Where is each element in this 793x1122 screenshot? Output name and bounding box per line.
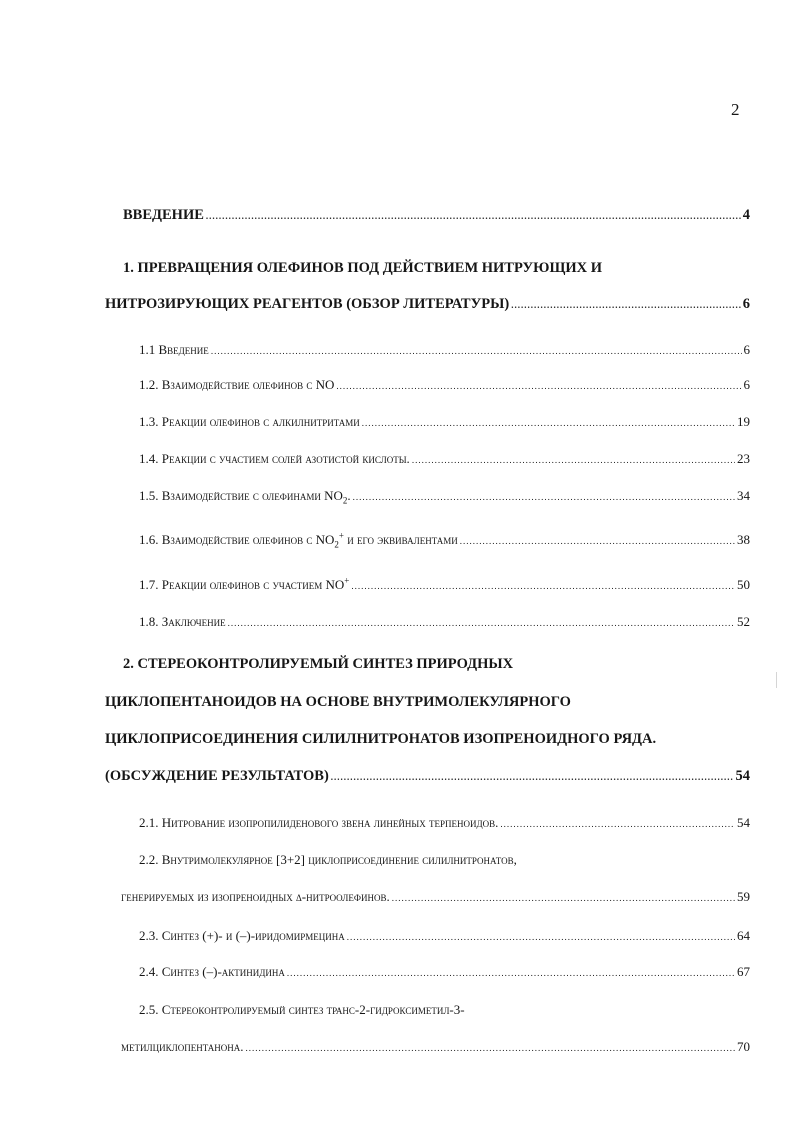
toc-entry-page: 54 bbox=[735, 768, 750, 784]
toc-entry-1-2[interactable] bbox=[139, 377, 750, 393]
toc-entry-page: 70 bbox=[737, 1039, 750, 1054]
toc-entry-2-2-line1[interactable]: 2.2. Внутримолекулярное [3+2] циклоприсоединение силилнитронатов, bbox=[139, 852, 517, 867]
page-number: 2 bbox=[731, 100, 740, 119]
toc-entry-page: 54 bbox=[737, 815, 750, 830]
toc-entry-label: 1.2. Взаимодействие олефинов с NO bbox=[139, 377, 335, 392]
toc-entry-label-suffix: и его эквивалентами bbox=[344, 532, 458, 547]
toc-entry-page: 67 bbox=[737, 964, 750, 979]
toc-entry-label: 2.4. Синтез (–)-актинидина bbox=[139, 964, 285, 979]
toc-entry-1-1[interactable] bbox=[139, 342, 750, 358]
toc-entry-2-2[interactable] bbox=[121, 889, 750, 905]
toc-entry-2-4[interactable] bbox=[139, 964, 750, 980]
toc-entry-label: ВВЕДЕНИЕ bbox=[123, 207, 204, 223]
toc-entry-page: 59 bbox=[737, 889, 750, 904]
chapter2-heading-line3[interactable]: ЦИКЛОПРИСОЕДИНЕНИЯ СИЛИЛНИТРОНАТОВ ИЗОПРЕНОИДНОГО РЯДА. bbox=[105, 731, 657, 747]
toc-entry-label: 2.3. Синтез (+)- и (–)-иридомирмецина bbox=[139, 928, 345, 943]
dot-leader bbox=[336, 381, 741, 391]
toc-entry-1-5[interactable] bbox=[139, 488, 750, 504]
dot-leader bbox=[228, 618, 735, 628]
toc-entry-label: 1.8. Заключение bbox=[139, 614, 226, 629]
dot-leader bbox=[362, 418, 735, 428]
toc-entry-page: 4 bbox=[742, 207, 750, 223]
dot-leader bbox=[353, 492, 735, 502]
toc-entry-page: 52 bbox=[737, 614, 750, 629]
chapter1-heading-line2: НИТРОЗИРУЮЩИХ РЕАГЕНТОВ (ОБЗОР ЛИТЕРАТУРЫ) bbox=[105, 296, 510, 312]
dot-leader bbox=[500, 819, 735, 829]
toc-entry-label: 1.4. Реакции с участием солей азотистой кислоты. bbox=[139, 451, 410, 466]
chapter2-heading-line4: (ОБСУЖДЕНИЕ РЕЗУЛЬТАТОВ) bbox=[105, 768, 329, 784]
toc-entry-2-3[interactable] bbox=[139, 928, 750, 944]
toc-entry-label: генерируемых из изопреноидных δ-нитроолефинов. bbox=[121, 889, 390, 904]
toc-entry-2-5-line1[interactable]: 2.5. Стереоконтролируемый синтез транс-2-гидроксиметил-3- bbox=[139, 1002, 465, 1017]
toc-entry-page: 6 bbox=[742, 296, 750, 312]
toc-entry-1-6[interactable] bbox=[139, 532, 750, 548]
toc-entry-page: 6 bbox=[743, 342, 750, 357]
dot-leader bbox=[287, 968, 735, 978]
toc-entry-introduction[interactable] bbox=[123, 207, 750, 224]
subscript: 2 bbox=[342, 495, 348, 504]
toc-entry-label bbox=[139, 488, 351, 504]
toc-entry-chapter1[interactable] bbox=[105, 296, 750, 313]
dot-leader bbox=[511, 300, 741, 310]
chapter2-heading-line1[interactable]: 2. СТЕРЕОКОНТРОЛИРУЕМЫЙ СИНТЕЗ ПРИРОДНЫХ bbox=[123, 656, 514, 672]
toc-entry-label: 1.1 Введение bbox=[139, 342, 209, 357]
dot-leader bbox=[392, 893, 735, 903]
toc-entry-label-suffix: . bbox=[347, 488, 351, 503]
toc-entry-1-8[interactable] bbox=[139, 614, 750, 630]
toc-entry-chapter2[interactable] bbox=[105, 768, 750, 785]
dot-leader bbox=[331, 772, 734, 782]
toc-entry-page: 64 bbox=[737, 928, 750, 943]
dot-leader bbox=[412, 455, 735, 465]
chapter1-heading-line1[interactable]: 1. ПРЕВРАЩЕНИЯ ОЛЕФИНОВ ПОД ДЕЙСТВИЕМ НИТРУЮЩИХ И bbox=[123, 260, 603, 276]
toc-entry-label bbox=[139, 577, 349, 593]
toc-entry-1-7[interactable] bbox=[139, 577, 750, 593]
dot-leader bbox=[351, 581, 735, 591]
toc-entry-2-1[interactable] bbox=[139, 815, 750, 831]
chapter2-heading-line2[interactable]: ЦИКЛОПЕНТАНОИДОВ НА ОСНОВЕ ВНУТРИМОЛЕКУЛЯРНОГО bbox=[105, 694, 571, 710]
toc-entry-1-3[interactable] bbox=[139, 414, 750, 430]
superscript: + bbox=[338, 532, 344, 541]
dot-leader bbox=[206, 211, 741, 221]
toc-entry-page: 6 bbox=[743, 377, 750, 392]
superscript: + bbox=[344, 577, 350, 586]
toc-entry-label bbox=[139, 532, 458, 548]
toc-entry-2-5[interactable] bbox=[121, 1039, 750, 1055]
toc-entry-page: 23 bbox=[737, 451, 750, 466]
dot-leader bbox=[460, 536, 735, 546]
toc-entry-label: метилциклопентанона. bbox=[121, 1039, 244, 1054]
subscript: 2 bbox=[334, 539, 339, 548]
dot-leader bbox=[246, 1043, 736, 1053]
toc-entry-label-text: 1.7. Реакции олефинов с участием NO bbox=[139, 577, 345, 592]
toc-entry-label-text: 1.6. Взаимодействие олефинов с NO bbox=[139, 532, 335, 547]
dot-leader bbox=[347, 932, 735, 942]
toc-entry-label: 1.3. Реакции олефинов с алкилнитритами bbox=[139, 414, 360, 429]
toc-entry-page: 50 bbox=[737, 577, 750, 592]
toc-entry-page: 38 bbox=[737, 532, 750, 547]
toc-entry-label: 2.1. Нитрование изопропилиденового звена линейных терпеноидов. bbox=[139, 815, 499, 830]
toc-entry-page: 19 bbox=[737, 414, 750, 429]
scan-margin-mark bbox=[776, 672, 777, 688]
toc-entry-page: 34 bbox=[737, 488, 750, 503]
toc-entry-label-text: 1.5. Взаимодействие с олефинами NO bbox=[139, 488, 343, 503]
dot-leader bbox=[211, 346, 742, 356]
toc-entry-1-4[interactable] bbox=[139, 451, 750, 467]
